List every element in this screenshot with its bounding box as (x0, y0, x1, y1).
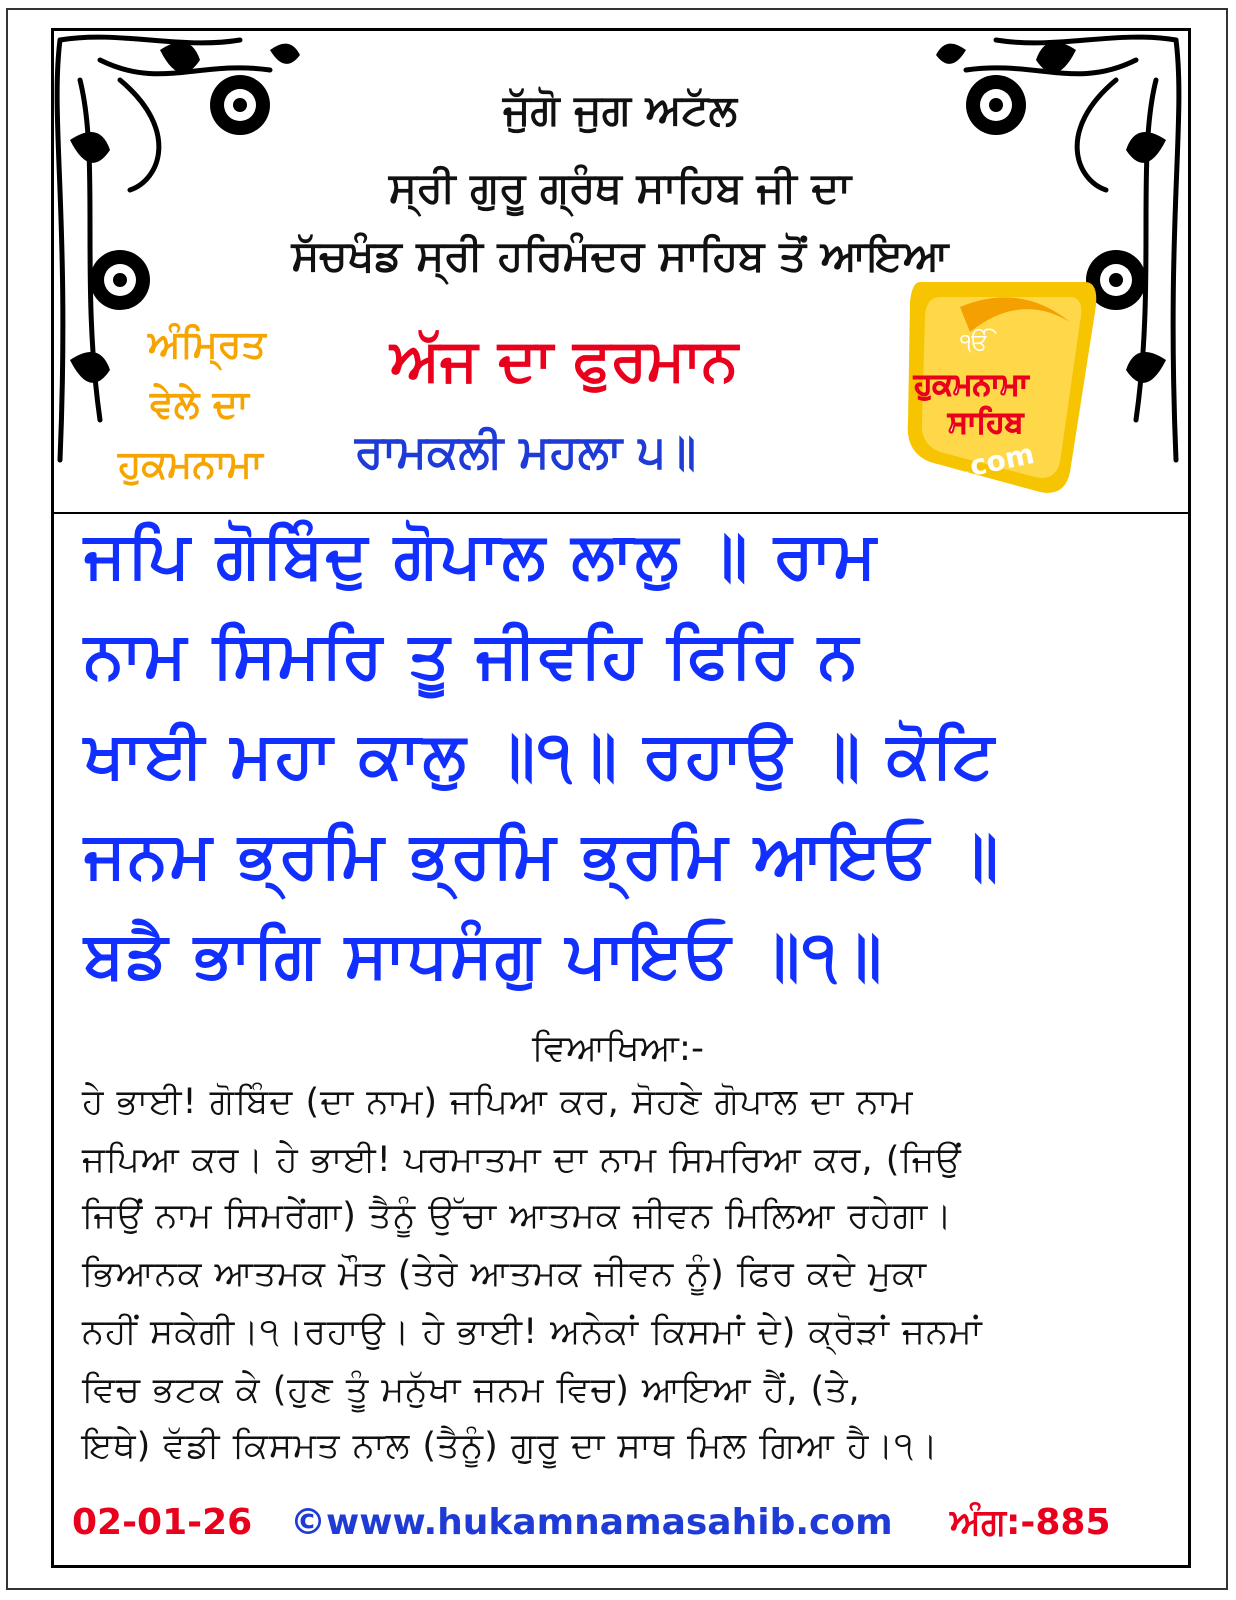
footer-ang: ਅੰਗ:-885 (950, 1502, 1111, 1543)
logo-line-2: ਸਾਹਿਬ (948, 405, 1024, 440)
hukamnama-sahib-logo (900, 272, 1100, 502)
arth-line-5: ਨਹੀਂ ਸਕੇਗੀ।੧।ਰਹਾਉ। ਹੇ ਭਾਈ! ਅਨੇਕਾਂ ਕਿਸਮਾਂ ਦੇ) ਕ੍ਰੋੜਾਂ ਜਨਮਾਂ (82, 1312, 983, 1352)
arth-line-4: ਭਿਆਨਕ ਆਤਮਕ ਮੌਤ (ਤੇਰੇ ਆਤਮਕ ਜੀਵਨ ਨੂੰ) ਫਿਰ ਕਦੇ ਮੁਕਾ (82, 1254, 927, 1294)
header-line-2: ਸ੍ਰੀ ਗੁਰੂ ਗ੍ਰੰਥ ਸਾਹਿਬ ਜੀ ਦਾ (388, 163, 852, 212)
gurbani-line-5: ਬਡੈ ਭਾਗਿ ਸਾਧਸੰਗੁ ਪਾਇਓ ॥੧॥ (84, 919, 884, 993)
side-title-line-3: ਹੁਕਮਨਾਮਾ (118, 442, 263, 486)
footer-date: 02-01-26 (72, 1502, 253, 1543)
logo-line-1: ਹੁਕਮਨਾਮਾ (914, 367, 1029, 402)
arth-line-6: ਵਿਚ ਭਟਕ ਕੇ (ਹੁਣ ਤੂੰ ਮਨੁੱਖਾ ਜਨਮ ਵਿਚ) ਆਇਆ ਹੈਂ, (ਤੇ, (82, 1370, 861, 1410)
side-title-line-2: ਵੇਲੇ ਦਾ (150, 382, 249, 426)
arth-line-2: ਜਪਿਆ ਕਰ। ਹੇ ਭਾਈ! ਪਰਮਾਤਮਾ ਦਾ ਨਾਮ ਸਿਮਰਿਆ ਕਰ, (ਜਿਉਂ (82, 1140, 962, 1180)
footer-website-link[interactable]: ©www.hukamnamasahib.com (290, 1502, 893, 1543)
gurbani-line-4: ਜਨਮ ਭ੍ਰਮਿ ਭ੍ਰਮਿ ਭ੍ਰਮਿ ਆਇਓ ॥ (84, 819, 1001, 893)
gurbani-line-1: ਜਪਿ ਗੋਬਿੰਦੁ ਗੋਪਾਲ ਲਾਲੁ ॥ ਰਾਮ (84, 519, 878, 593)
header-line-1: ਜੁੱਗੋ ਜੁਗ ਅਟੱਲ (503, 85, 737, 134)
side-title-line-1: ਅੰਮ੍ਰਿਤ (148, 322, 266, 366)
aaj-da-farmaan: ਅੱਜ ਦਾ ਫੁਰਮਾਨ (390, 326, 738, 394)
header-line-3: ਸੱਚਖੰਡ ਸ੍ਰੀ ਹਰਿਮੰਦਰ ਸਾਹਿਬ ਤੋਂ ਆਇਆ (291, 231, 949, 280)
arth-line-1: ਹੇ ਭਾਈ! ਗੋਬਿੰਦ (ਦਾ ਨਾਮ) ਜਪਿਆ ਕਰ, ਸੋਹਣੇ ਗੋਪਾਲ ਦਾ ਨਾਮ (82, 1082, 914, 1122)
vyakhia-label: ਵਿਆਖਿਆ:- (532, 1028, 704, 1069)
gurbani-line-2: ਨਾਮ ਸਿਮਰਿ ਤੂ ਜੀਵਹਿ ਫਿਰਿ ਨ (84, 619, 861, 693)
logo-symbol: ੴ (960, 328, 990, 356)
logo-line-3: .com (956, 436, 1038, 485)
arth-line-7: ਇਥੇ) ਵੱਡੀ ਕਿਸਮਤ ਨਾਲ (ਤੈਨੂੰ) ਗੁਰੂ ਦਾ ਸਾਥ ਮਿਲ ਗਿਆ ਹੈ।੧। (82, 1426, 939, 1466)
arth-line-3: ਜਿਉਂ ਨਾਮ ਸਿਮਰੇਂਗਾ) ਤੈਨੂੰ ਉੱਚਾ ਆਤਮਕ ਜੀਵਨ ਮਿਲਿਆ ਰਹੇਗਾ। (82, 1196, 953, 1236)
gurbani-line-3: ਖਾਈ ਮਹਾ ਕਾਲੁ ॥੧॥ ਰਹਾਉ ॥ ਕੋਟਿ (84, 719, 996, 793)
raag-title: ਰਾਮਕਲੀ ਮਹਲਾ ੫॥ (355, 424, 697, 478)
